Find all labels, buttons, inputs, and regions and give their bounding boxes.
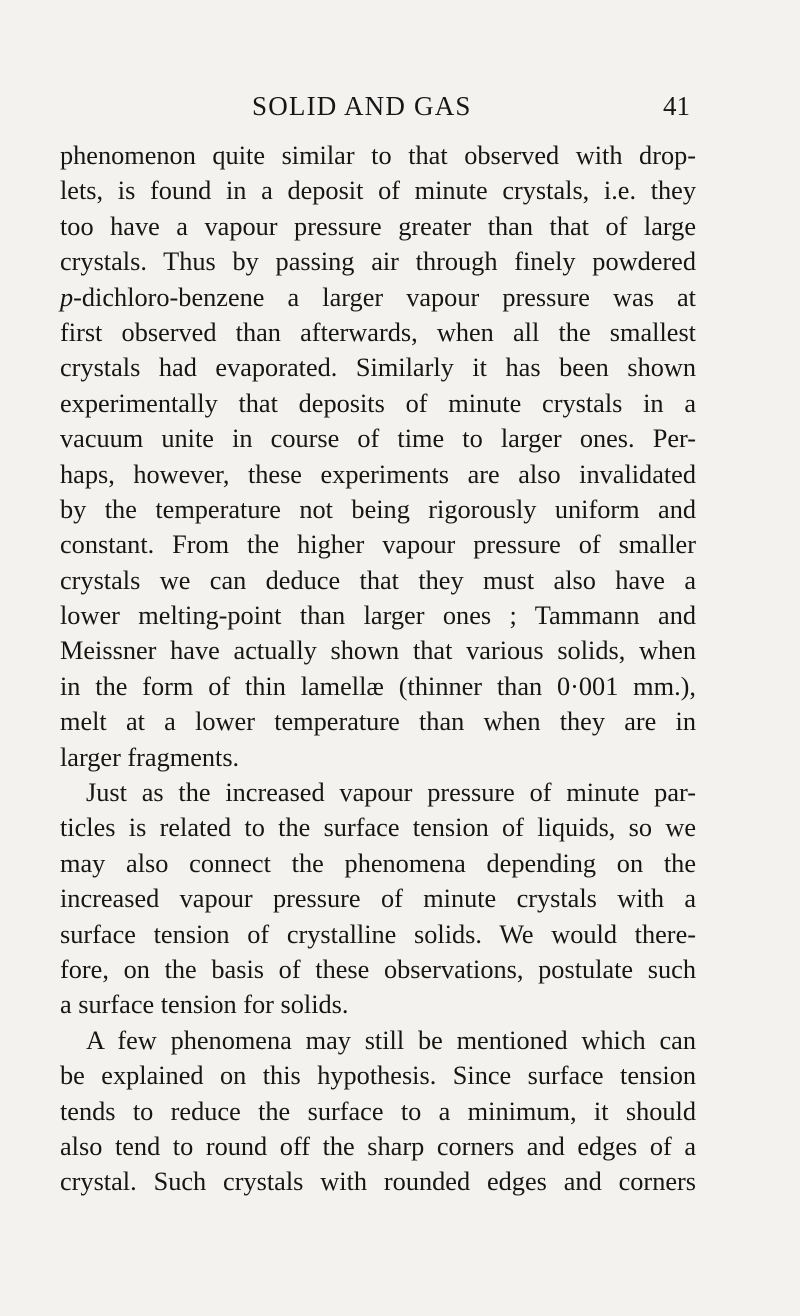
text-line: Meissner have actually shown that various solids, when <box>60 636 696 666</box>
text-line: may also connect the phenomena depending on the <box>60 848 696 878</box>
text-line: haps, however, these experiments are also invalidated <box>60 459 696 489</box>
italic-para-prefix: p <box>60 282 74 312</box>
paragraph-first-line: A few phenomena may still be mentioned which can <box>86 1025 696 1055</box>
text-line: surface tension of crystalline solids. We would there- <box>60 919 696 949</box>
text-line: constant. From the higher vapour pressure of smaller <box>60 530 696 560</box>
text-line: increased vapour pressure of minute crystals with a <box>60 884 696 914</box>
text-line: tends to reduce the surface to a minimum, it should <box>60 1096 696 1126</box>
text-line: ticles is related to the surface tension of liquids, so we <box>60 813 696 843</box>
page-number: 41 <box>663 91 690 121</box>
text-line: lets, is found in a deposit of minute crystals, i.e. they <box>60 176 696 206</box>
text-line: crystal. Such crystals with rounded edges and corners <box>60 1167 696 1197</box>
text-line: be explained on this hypothesis. Since surface tension <box>60 1061 696 1091</box>
text-line: melt at a lower temperature than when they are in <box>60 707 696 737</box>
paragraph-first-line: Just as the increased vapour pressure of minute par- <box>86 778 696 808</box>
text-line: fore, on the basis of these observations, postulate such <box>60 954 696 984</box>
running-title: SOLID AND GAS <box>252 91 472 121</box>
text-line: by the temperature not being rigorously uniform and <box>60 494 696 524</box>
text-line-content: -dichloro-benzene a larger vapour pressure was at <box>73 282 696 312</box>
text-line: lower melting-point than larger ones ; Tammann and <box>60 601 696 631</box>
running-head <box>0 86 800 126</box>
paragraph-last-line: a surface tension for solids. <box>60 990 349 1020</box>
text-line <box>60 280 696 315</box>
text-line: experimentally that deposits of minute crystals in a <box>60 388 696 418</box>
text-line: first observed than afterwards, when all the smallest <box>60 317 696 347</box>
text-line: crystals. Thus by passing air through finely powdered <box>60 247 696 277</box>
text-line: vacuum unite in course of time to larger ones. Per- <box>60 424 696 454</box>
text-line: crystals we can deduce that they must also have a <box>60 565 696 595</box>
text-line: also tend to round off the sharp corners and edges of a <box>60 1131 696 1161</box>
text-line: too have a vapour pressure greater than that of large <box>60 211 696 241</box>
body-text <box>60 138 696 1200</box>
text-line: in the form of thin lamellæ (thinner than 0·001 mm.), <box>60 671 696 701</box>
paragraph-last-line: larger fragments. <box>60 742 240 772</box>
text-line: crystals had evaporated. Similarly it has been shown <box>60 353 696 383</box>
text-line: phenomenon quite similar to that observed with drop- <box>60 141 696 170</box>
